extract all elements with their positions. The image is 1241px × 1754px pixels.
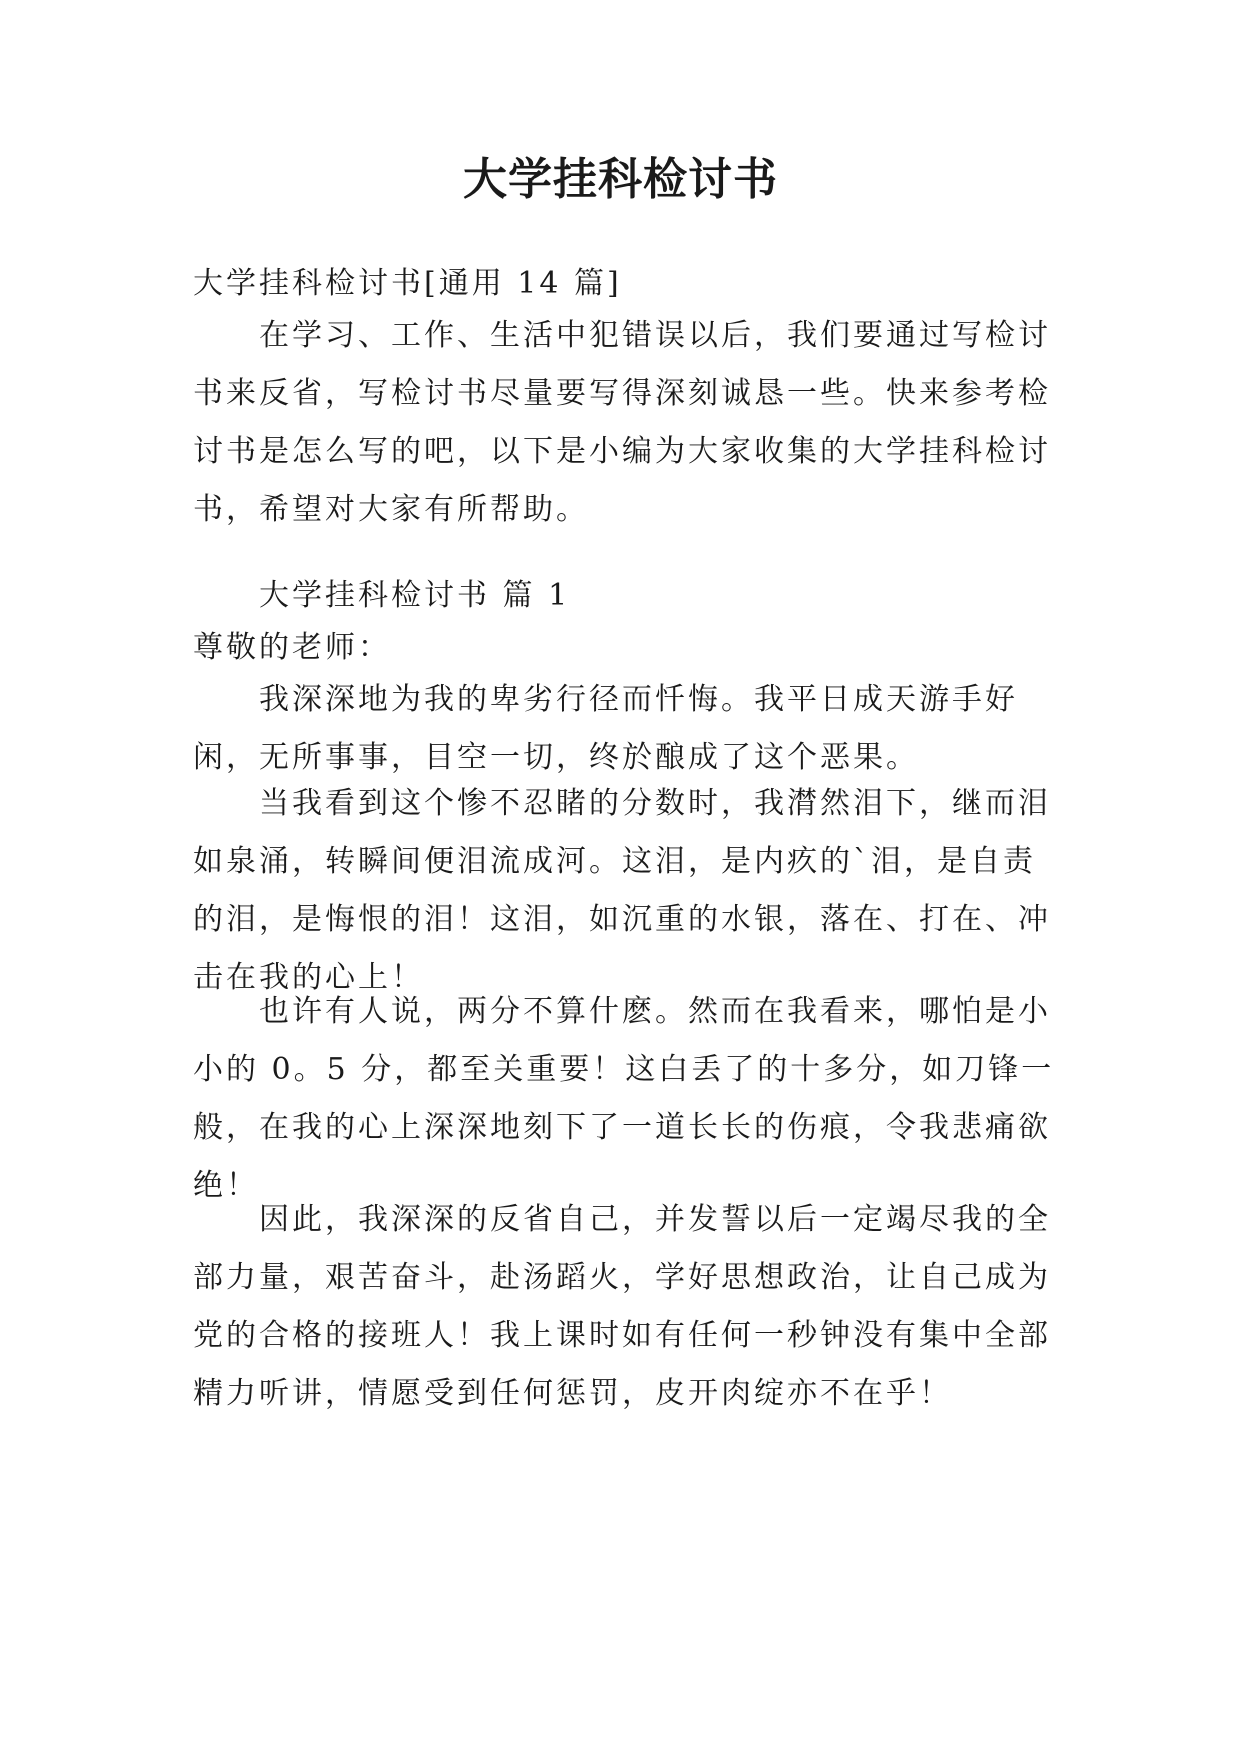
intro-paragraph: 在学习、工作、生活中犯错误以后，我们要通过写检讨书来反省，写检讨书尽量要写得深刻诚恳一些。快来参考检讨书是怎么写的吧，以下是小编为大家收集的大学挂科检讨书，希望对大家有所帮助。 bbox=[193, 318, 1051, 527]
document-title: 大学挂科检讨书 bbox=[463, 154, 778, 205]
body-paragraph-2: 当我看到这个惨不忍睹的分数时，我潸然泪下，继而泪如泉涌，转瞬间便泪流成河。这泪，是内疚的`泪，是自责的泪，是悔恨的泪！这泪，如沉重的水银，落在、打在、冲击在我的心上！ bbox=[193, 786, 1051, 995]
body-paragraph-4: 因此，我深深的反省自己，并发誓以后一定竭尽我的全部力量，艰苦奋斗，赴汤蹈火，学好思想政治，让自己成为党的合格的接班人！我上课时如有任何一秒钟没有集中全部精力听讲，情愿受到任何惩罚，皮开肉绽亦不在乎！ bbox=[193, 1202, 1051, 1411]
body-paragraph-1: 我深深地为我的卑劣行径而忏悔。我平日成天游手好闲，无所事事，目空一切，终於酿成了这个恶果。 bbox=[193, 682, 1018, 775]
section-heading: 大学挂科检讨书 篇 1 bbox=[259, 578, 571, 613]
salutation: 尊敬的老师： bbox=[193, 630, 391, 665]
document-subtitle: 大学挂科检讨书[通用 14 篇] bbox=[193, 266, 622, 301]
body-paragraph-3: 也许有人说，两分不算什麽。然而在我看来，哪怕是小小的 0。5 分，都至关重要！这白丢了的十多分，如刀锋一般，在我的心上深深地刻下了一道长长的伤痕，令我悲痛欲绝！ bbox=[193, 994, 1055, 1203]
